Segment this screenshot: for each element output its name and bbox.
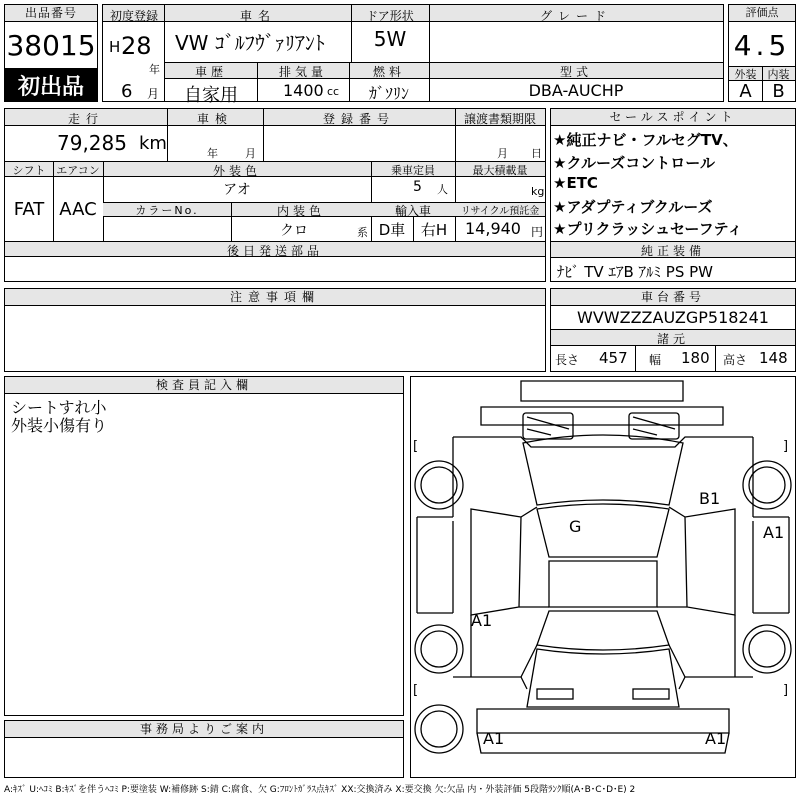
first-listing-text: 初出品 bbox=[17, 75, 84, 100]
inspection-year-unit: 年 bbox=[207, 147, 218, 160]
sales-point-item: ★アダプティブクルーズ bbox=[553, 198, 713, 216]
damage-mark: A1 bbox=[483, 729, 505, 748]
fuel-value: ｶﾞｿﾘﾝ bbox=[368, 84, 409, 103]
history-value: 自家用 bbox=[184, 85, 238, 106]
door-label: ドア形状 bbox=[366, 9, 414, 23]
aircon-value: AAC bbox=[59, 199, 97, 220]
interior-rating-label: 内装 bbox=[767, 68, 790, 81]
lot-label: 出品番号 bbox=[5, 5, 97, 22]
car-name-label: 車名 bbox=[239, 9, 276, 23]
notes-box bbox=[4, 288, 546, 372]
rating-box bbox=[728, 4, 796, 102]
interior-color-suffix: 系 bbox=[357, 226, 368, 239]
color-no-label: カラーNo. bbox=[135, 204, 199, 217]
damage-mark: A1 bbox=[763, 523, 785, 542]
damage-mark: A1 bbox=[471, 611, 493, 630]
equipment-label: 純正装備 bbox=[640, 244, 705, 258]
width-value: 180 bbox=[681, 349, 710, 367]
sales-point-item: ★ETC bbox=[553, 174, 598, 192]
displacement-unit: cc bbox=[327, 85, 340, 98]
shift-value: FAT bbox=[13, 199, 45, 220]
sales-points-label: セールスポイント bbox=[551, 109, 795, 126]
interior-rating: B bbox=[772, 81, 785, 102]
notes-label: 注意事項欄 bbox=[5, 289, 545, 306]
length-label: 長さ bbox=[555, 353, 580, 367]
reg-year: 28 bbox=[121, 32, 152, 60]
inspector-label: 検査員記入欄 bbox=[5, 377, 403, 394]
inspector-note: シートすれ小 bbox=[11, 398, 107, 417]
displacement-label: 排気量 bbox=[278, 65, 327, 79]
sales-point-item: ★プリクラッシュセーフティ bbox=[553, 220, 743, 238]
office-label: 事務局よりご案内 bbox=[5, 721, 403, 738]
rating-label: 評価点 bbox=[729, 5, 795, 22]
office-box bbox=[4, 720, 404, 778]
model-value: DBA-AUCHP bbox=[528, 81, 624, 100]
lot-box bbox=[4, 4, 98, 102]
car-name: VW ｺﾞﾙﾌｳﾞｧﾘｱﾝﾄ bbox=[175, 31, 325, 55]
reg-month: 6 bbox=[121, 81, 133, 102]
chassis-number: WVWZZZAUZGP518241 bbox=[577, 308, 769, 327]
vehicle-info-box bbox=[102, 4, 724, 106]
shift-label: シフト bbox=[12, 164, 46, 177]
specs-label: 諸元 bbox=[656, 332, 689, 346]
sales-point-item: ★純正ナビ・フルセグTV、 bbox=[553, 131, 738, 149]
lot-number: 38015 bbox=[6, 29, 96, 62]
mileage-label: 走行 bbox=[67, 112, 104, 126]
fuel-label: 燃料 bbox=[372, 65, 405, 79]
interior-color-value: クロ bbox=[280, 223, 308, 239]
model-label: 型式 bbox=[559, 65, 592, 79]
capacity-unit: 人 bbox=[437, 183, 448, 196]
damage-mark: A1 bbox=[705, 729, 727, 748]
equipment-value: ﾅﾋﾞ TV ｴｱB ｱﾙﾐ PS PW bbox=[557, 263, 713, 281]
reg-label: 初度登録 bbox=[109, 9, 158, 23]
chassis-label: 車台番号 bbox=[551, 289, 795, 306]
length-value: 457 bbox=[599, 349, 628, 367]
displacement-value: 1400 bbox=[283, 81, 324, 100]
aircon-label: エアコン bbox=[56, 164, 100, 177]
capacity-label: 乗車定員 bbox=[391, 164, 435, 177]
transfer-label: 譲渡書類期限 bbox=[463, 112, 536, 126]
bracket-mark: ] bbox=[783, 683, 789, 698]
mileage-value: 79,285 bbox=[57, 131, 127, 155]
transfer-day-unit: 日 bbox=[531, 147, 542, 160]
recycle-unit: 円 bbox=[531, 225, 544, 239]
max-load-label: 最大積載量 bbox=[472, 164, 528, 177]
height-value: 148 bbox=[759, 349, 788, 367]
first-listing-badge bbox=[5, 68, 97, 101]
car-condition-diagram bbox=[411, 377, 795, 777]
reg-month-unit: 月 bbox=[147, 87, 160, 101]
inspection-label: 車検 bbox=[196, 112, 233, 126]
exterior-rating-label: 外装 bbox=[734, 68, 757, 81]
inspector-note: 外装小傷有り bbox=[11, 416, 108, 435]
transfer-month-unit: 月 bbox=[497, 147, 508, 160]
condition-diagram-box bbox=[410, 376, 796, 778]
inspector-box bbox=[4, 376, 404, 716]
bracket-mark: [ bbox=[413, 439, 419, 454]
damage-mark: G bbox=[569, 517, 582, 536]
bracket-mark: ] bbox=[783, 439, 789, 454]
details-box bbox=[4, 108, 546, 282]
interior-color-label: 内装色 bbox=[276, 204, 325, 218]
exterior-color-label: 外装色 bbox=[212, 164, 261, 178]
door-type: 5W bbox=[373, 27, 407, 51]
import-type: D車 bbox=[378, 221, 406, 239]
height-label: 高さ bbox=[723, 353, 748, 367]
reg-era: H bbox=[109, 38, 121, 56]
recycle-value: 14,940 bbox=[465, 219, 521, 238]
import-handle: 右H bbox=[420, 221, 448, 239]
damage-legend: A:ｷｽﾞ U:ﾍｺﾐ B:ｷｽﾞを伴うﾍｺﾐ P:要塗装 W:補修跡 S:錆 C:腐食、欠 G:ﾌﾛﾝﾄｶﾞﾗｽ点ｷｽﾞ XX:交換済み X:要交換 欠:欠品 内・外装評価 5段階ﾗﾝｸ順(A･B･C･D･E) 2 bbox=[4, 785, 636, 795]
capacity-value: 5 bbox=[413, 179, 422, 195]
history-label: 車歴 bbox=[194, 65, 227, 79]
later-parts-label: 後日発送部品 bbox=[226, 244, 323, 258]
grade-label: グレード bbox=[539, 9, 612, 23]
max-load-unit: kg bbox=[531, 185, 545, 198]
import-label: 輸入車 bbox=[394, 204, 431, 218]
exterior-color-value: アオ bbox=[223, 182, 251, 198]
rating-score: 4.5 bbox=[733, 29, 791, 62]
width-label: 幅 bbox=[649, 353, 662, 367]
damage-mark: B1 bbox=[699, 489, 721, 508]
inspection-month-unit: 月 bbox=[245, 147, 256, 160]
chassis-box bbox=[550, 288, 796, 372]
recycle-label: リサイクル預託金 bbox=[460, 206, 540, 217]
mileage-unit: km bbox=[139, 133, 167, 154]
plate-label: 登録番号 bbox=[322, 112, 395, 126]
exterior-rating: A bbox=[739, 81, 752, 102]
reg-year-unit: 年 bbox=[149, 63, 160, 76]
sales-point-item: ★クルーズコントロール bbox=[553, 154, 715, 172]
sales-points-box bbox=[550, 108, 796, 282]
bracket-mark: [ bbox=[413, 683, 419, 698]
